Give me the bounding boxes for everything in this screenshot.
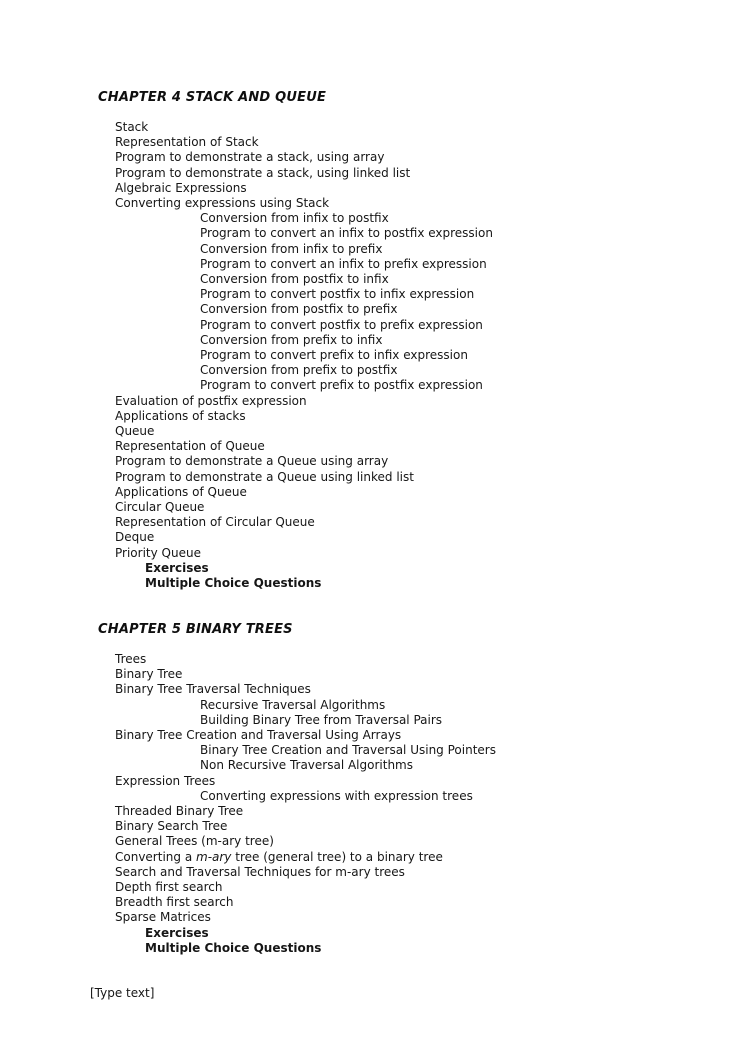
- toc-item: Conversion from prefix to infix: [200, 332, 383, 347]
- toc-item: Program to demonstrate a Queue using array: [115, 454, 389, 469]
- toc-item: Binary Tree Creation and Traversal Using Arrays: [115, 728, 402, 743]
- toc-item: Trees: [115, 652, 147, 666]
- toc-item: Breadth first search: [115, 895, 234, 910]
- toc-item-italic-segment: m-ary: [196, 849, 232, 864]
- toc-item: Program to demonstrate a stack, using array: [115, 150, 385, 165]
- toc-item: Recursive Traversal Algorithms: [200, 697, 386, 712]
- toc-item: Binary Tree Creation and Traversal Using Pointers: [200, 743, 496, 758]
- toc-item: Building Binary Tree from Traversal Pairs: [200, 712, 443, 727]
- toc-item: Converting expressions using Stack: [115, 196, 330, 211]
- toc-item: Deque: [115, 530, 155, 545]
- chapter-5-section: [0, 622, 743, 956]
- toc-item: Program to convert an infix to postfix expression: [200, 226, 493, 241]
- toc-item: Exercises: [145, 925, 209, 940]
- toc-item-segment: Converting a: [115, 849, 196, 864]
- toc-item: Program to convert postfix to infix expression: [200, 287, 475, 302]
- toc-item: Applications of stacks: [115, 408, 246, 423]
- toc-item: Binary Tree Traversal Techniques: [115, 682, 311, 697]
- toc-list: [0, 120, 743, 591]
- toc-item: Threaded Binary Tree: [115, 804, 244, 819]
- toc-item: Program to convert postfix to prefix expression: [200, 317, 483, 332]
- toc-item: Evaluation of postfix expression: [115, 393, 307, 408]
- toc-item: General Trees (m-ary tree): [115, 834, 274, 849]
- toc-item: Converting expressions with expression trees: [200, 788, 473, 803]
- toc-item: [115, 850, 743, 865]
- toc-item: Program to convert an infix to prefix expression: [200, 256, 487, 271]
- toc-item: Non Recursive Traversal Algorithms: [200, 758, 413, 773]
- toc-item: Program to demonstrate a Queue using linked list: [115, 469, 414, 484]
- footer-placeholder: [Type text]: [90, 986, 155, 1000]
- toc-item: Representation of Circular Queue: [115, 515, 315, 530]
- toc-item: Multiple Choice Questions: [145, 576, 322, 591]
- toc-item: Program to demonstrate a stack, using linked list: [115, 165, 411, 180]
- toc-item: Exercises: [145, 560, 209, 575]
- toc-item-segment: tree (general tree) to a binary tree: [231, 849, 443, 864]
- toc-item: Representation of Stack: [115, 135, 259, 150]
- toc-item: Conversion from prefix to postfix: [200, 363, 398, 378]
- toc-item: Program to convert prefix to infix expression: [200, 348, 468, 363]
- toc-list: [0, 652, 743, 956]
- toc-item: Binary Tree: [115, 667, 183, 682]
- toc-item: Multiple Choice Questions: [145, 940, 322, 955]
- toc-item: Program to convert prefix to postfix expression: [200, 378, 483, 393]
- toc-item: Expression Trees: [115, 773, 216, 788]
- toc-item: Conversion from postfix to prefix: [200, 302, 398, 317]
- toc-item: Priority Queue: [115, 545, 201, 560]
- toc-item: Conversion from infix to prefix: [200, 241, 383, 256]
- toc-item: Search and Traversal Techniques for m-ary trees: [115, 864, 405, 879]
- toc-item: Applications of Queue: [115, 484, 247, 499]
- chapter-5-heading: CHAPTER 5 BINARY TREES: [98, 622, 293, 637]
- chapter-4-heading: CHAPTER 4 STACK AND QUEUE: [98, 90, 327, 105]
- toc-item: Sparse Matrices: [115, 910, 211, 925]
- chapter-4-section: [0, 90, 743, 591]
- toc-item: Binary Search Tree: [115, 819, 228, 834]
- toc-item: Stack: [115, 120, 149, 134]
- toc-item: Circular Queue: [115, 500, 205, 515]
- toc-item: Depth first search: [115, 880, 223, 895]
- toc-item: Representation of Queue: [115, 439, 265, 454]
- toc-item: Algebraic Expressions: [115, 180, 247, 195]
- toc-item: Conversion from infix to postfix: [200, 211, 389, 226]
- toc-item: Queue: [115, 424, 155, 439]
- toc-item: Conversion from postfix to infix: [200, 272, 389, 287]
